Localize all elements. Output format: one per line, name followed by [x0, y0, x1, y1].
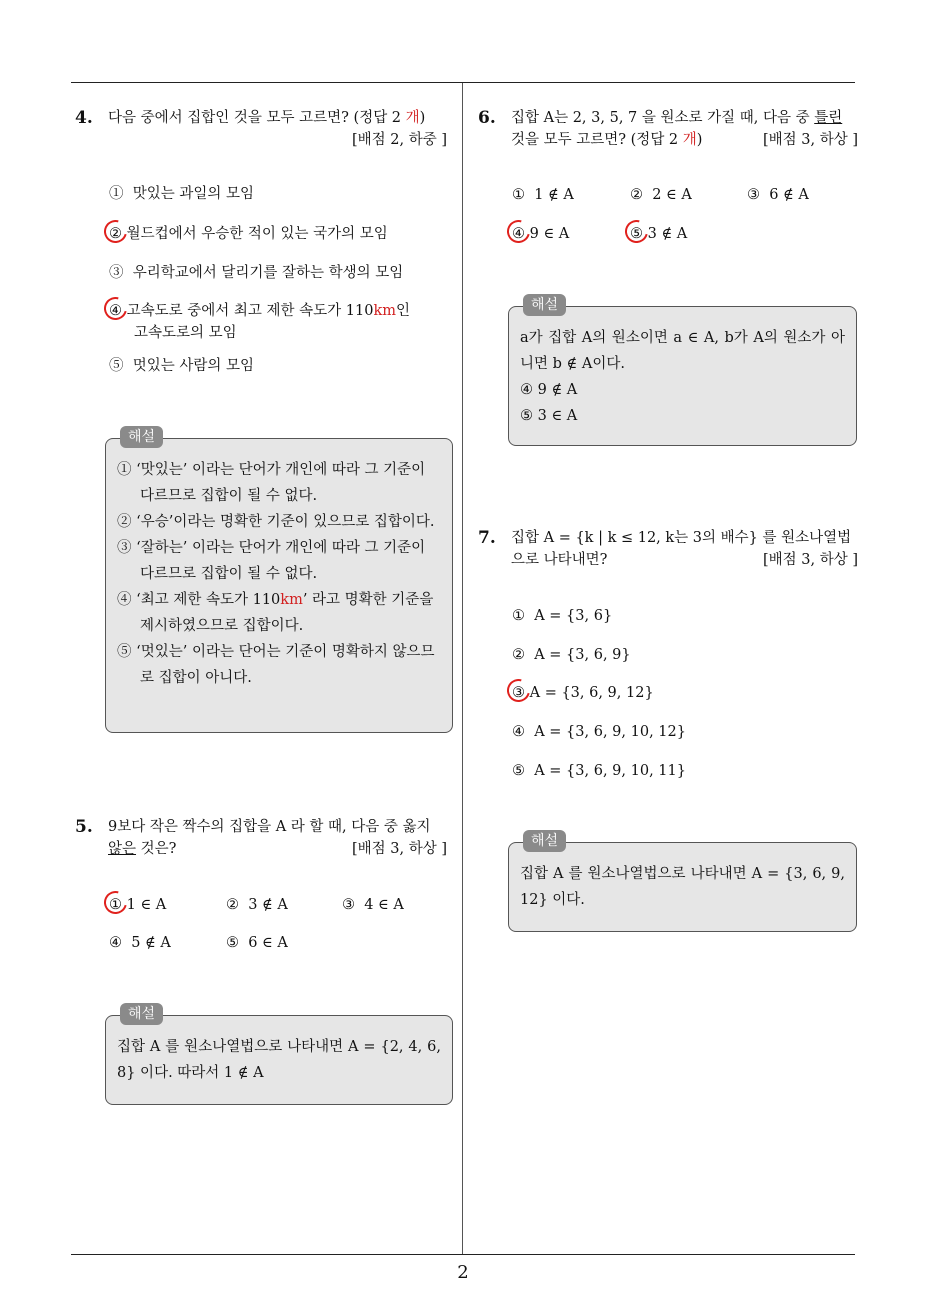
- option-4[interactable]: ④ 9 ∈ A: [512, 223, 569, 245]
- option-2[interactable]: ② 월드컵에서 우승한 적이 있는 국가의 모임: [109, 223, 388, 245]
- option-3[interactable]: ③ 6 ∉ A: [747, 187, 809, 203]
- option-1[interactable]: ① 1 ∉ A: [512, 187, 574, 203]
- answer-circle-mark: [503, 216, 534, 247]
- option-2[interactable]: ② A = {3, 6, 9}: [512, 647, 631, 663]
- question-4: [75, 107, 447, 151]
- answer-circle-mark: [621, 216, 652, 247]
- explanation-text: ④ 9 ∉ A: [520, 382, 578, 398]
- question-number: 7.: [478, 528, 496, 548]
- answer-circle-mark: [100, 216, 131, 247]
- top-rule: [71, 82, 855, 83]
- bottom-rule: [71, 1254, 855, 1255]
- option-1[interactable]: ① 1 ∈ A: [109, 894, 166, 916]
- score-meta: [배점 3, 하상 ]: [351, 841, 447, 857]
- option-5[interactable]: ⑤ A = {3, 6, 9, 10, 11}: [512, 763, 686, 779]
- question-number: 4.: [75, 108, 93, 128]
- explanation-text: 집합 A 를 원소나열법으로 나타내면 A = {2, 4, 6, 8} 이다. 따라서 1 ∉ A: [117, 1039, 441, 1081]
- question-text: 9보다 작은 짝수의 집합을 A 라 할 때, 다음 중 옳지 않은 것은? [배점 3, 하상 ]: [108, 816, 447, 860]
- option-4[interactable]: ④ A = {3, 6, 9, 10, 12}: [512, 724, 686, 740]
- option-4[interactable]: ④ 고속도로 중에서 최고 제한 속도가 110km인 고속도로의 모임: [109, 300, 410, 344]
- score-meta: [배점 2, 하중 ]: [351, 132, 447, 148]
- explanation-line: ④ ‘최고 제한 속도가 110km’ 라고 명확한 기준을 제시하였으므로 집합이다.: [117, 592, 434, 634]
- explanation-line: ② ‘우승’이라는 명확한 기준이 있으므로 집합이다.: [117, 514, 435, 530]
- explanation-line: ⑤ ‘멋있는’ 이라는 단어는 기준이 명확하지 않으므로 집합이 아니다.: [117, 644, 435, 686]
- explanation-box: [105, 429, 453, 733]
- answer-circle-mark: [100, 887, 131, 918]
- question-6: [478, 107, 858, 151]
- explanation-text: ⑤ 3 ∈ A: [520, 408, 578, 424]
- explanation-text: a가 집합 A의 원소이면 a ∈ A, b가 A의 원소가 아니면 b ∉ A이다.: [520, 330, 845, 372]
- option-1[interactable]: ① A = {3, 6}: [512, 608, 613, 624]
- question-5: [75, 816, 447, 860]
- explanation-label: 해설: [120, 426, 163, 448]
- explanation-text: 집합 A 를 원소나열법으로 나타내면 A = {3, 6, 9, 12} 이다.: [520, 866, 845, 908]
- option-2[interactable]: ② 2 ∈ A: [630, 187, 692, 203]
- explanation-label: 해설: [120, 1003, 163, 1025]
- question-number: 5.: [75, 817, 93, 837]
- option-2[interactable]: ② 3 ∉ A: [226, 897, 288, 913]
- question-text: 집합 A = {k | k ≤ 12, k는 3의 배수} 를 원소나열법 으로 나타내면? [배점 3, 하상 ]: [511, 527, 858, 571]
- option-3[interactable]: ③ 우리학교에서 달리기를 잘하는 학생의 모임: [109, 265, 404, 281]
- explanation-box: [508, 833, 857, 932]
- score-meta: [배점 3, 하상 ]: [762, 552, 858, 568]
- option-5[interactable]: ⑤ 3 ∉ A: [630, 223, 687, 245]
- column-divider: [462, 83, 463, 1254]
- explanation-box: [105, 1006, 453, 1105]
- option-4[interactable]: ④ 5 ∉ A: [109, 935, 171, 951]
- page-number: 2: [457, 1262, 469, 1283]
- explanation-box: [508, 297, 857, 446]
- explanation-label: 해설: [523, 830, 566, 852]
- option-5[interactable]: ⑤ 멋있는 사람의 모임: [109, 358, 254, 374]
- answer-circle-mark: [503, 675, 534, 706]
- answer-circle-mark: [100, 293, 131, 324]
- option-3[interactable]: ③ 4 ∈ A: [342, 897, 404, 913]
- question-7: [478, 527, 858, 571]
- explanation-line: ③ ‘잘하는’ 이라는 단어가 개인에 따라 그 기준이 다르므로 집합이 될 수 없다.: [117, 540, 426, 582]
- question-text: 집합 A는 2, 3, 5, 7 을 원소로 가질 때, 다음 중 틀린 것을 모두 고르면? (정답 2 개) [배점 3, 하상 ]: [511, 107, 858, 151]
- explanation-line: ① ‘맛있는’ 이라는 단어가 개인에 따라 그 기준이 다르므로 집합이 될 수 없다.: [117, 462, 426, 504]
- question-text: 다음 중에서 집합인 것을 모두 고르면? (정답 2 개): [108, 110, 426, 126]
- question-number: 6.: [478, 108, 496, 128]
- explanation-label: 해설: [523, 294, 566, 316]
- score-meta: [배점 3, 하상 ]: [762, 132, 858, 148]
- option-1[interactable]: ① 맛있는 과일의 모임: [109, 186, 254, 202]
- option-3[interactable]: ③ A = {3, 6, 9, 12}: [512, 682, 654, 704]
- option-5[interactable]: ⑤ 6 ∈ A: [226, 935, 288, 951]
